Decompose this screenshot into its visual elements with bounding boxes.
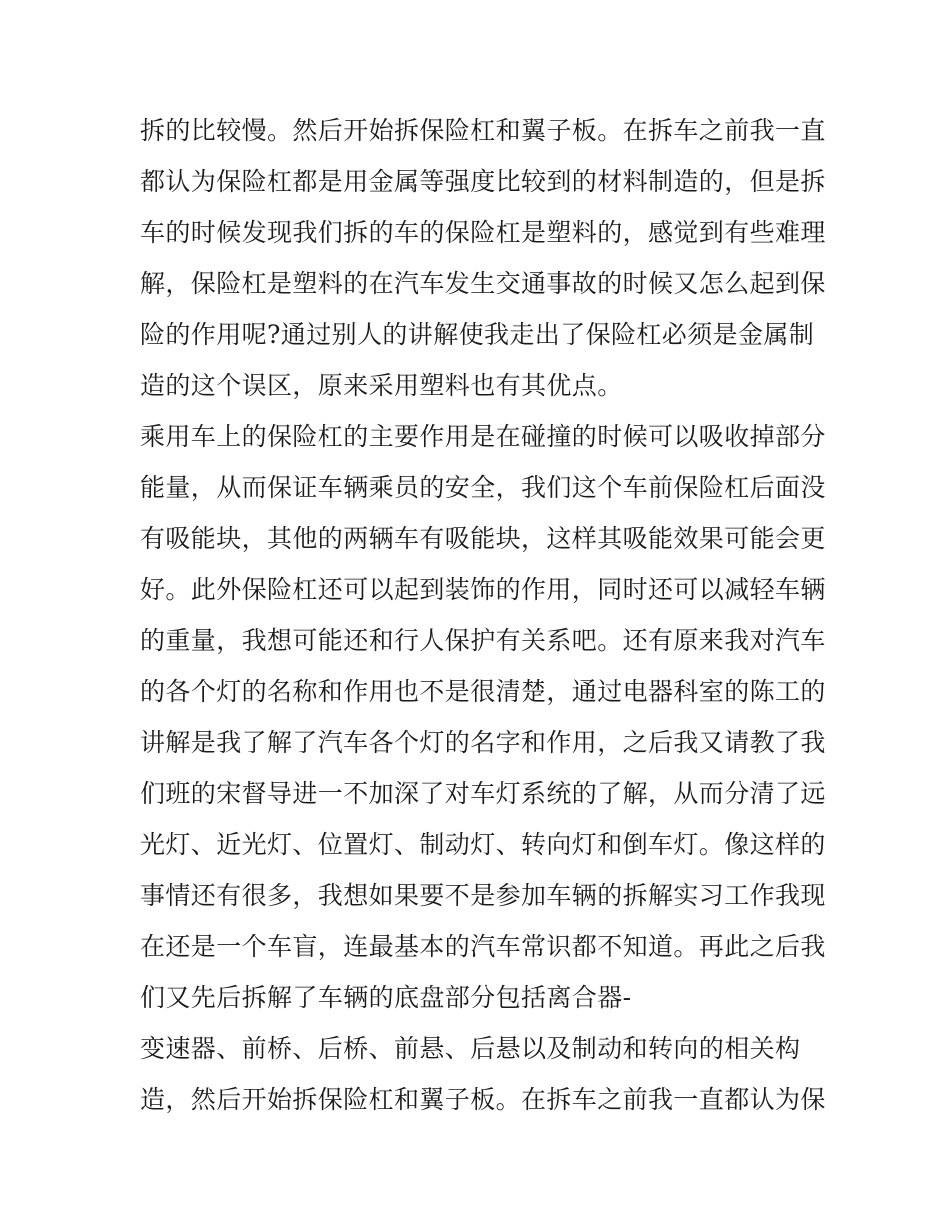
text-line: 有吸能块，其他的两辆车有吸能块，这样其吸能效果可能会更 <box>140 524 826 553</box>
text-line: 讲解是我了解了汽车各个灯的名字和作用，之后我又请教了我 <box>140 728 826 757</box>
text-line: 们又先后拆解了车辆的底盘部分包括离合器- <box>140 983 632 1012</box>
text-line: 车的时候发现我们拆的车的保险杠是塑料的，感觉到有些难理 <box>140 218 826 247</box>
text-line: 事情还有很多，我想如果要不是参加车辆的拆解实习工作我现 <box>140 881 826 910</box>
text-line: 变速器、前桥、后桥、前悬、后悬以及制动和转向的相关构 <box>140 1034 801 1063</box>
text-line: 造，然后开始拆保险杠和翼子板。在拆车之前我一直都认为保 <box>140 1085 826 1114</box>
body-text <box>140 105 826 1125</box>
text-line: 光灯、近光灯、位置灯、制动灯、转向灯和倒车灯。像这样的 <box>140 830 826 859</box>
text-line: 解，保险杠是塑料的在汽车发生交通事故的时候又怎么起到保 <box>140 269 826 298</box>
text-line: 造的这个误区，原来采用塑料也有其优点。 <box>140 371 623 400</box>
text-line: 能量，从而保证车辆乘员的安全，我们这个车前保险杠后面没 <box>140 473 826 502</box>
text-line: 的重量，我想可能还和行人保护有关系吧。还有原来我对汽车 <box>140 626 826 655</box>
text-line: 的各个灯的名称和作用也不是很清楚，通过电器科室的陈工的 <box>140 677 826 706</box>
text-line: 乘用车上的保险杠的主要作用是在碰撞的时候可以吸收掉部分 <box>140 422 826 451</box>
text-line: 都认为保险杠都是用金属等强度比较到的材料制造的，但是拆 <box>140 167 826 196</box>
text-line: 在还是一个车盲，连最基本的汽车常识都不知道。再此之后我 <box>140 932 826 961</box>
text-line: 拆的比较慢。然后开始拆保险杠和翼子板。在拆车之前我一直 <box>140 116 826 145</box>
text-line: 险的作用呢?通过别人的讲解使我走出了保险杠必须是金属制 <box>140 320 815 349</box>
text-line: 们班的宋督导进一不加深了对车灯系统的了解，从而分清了远 <box>140 779 826 808</box>
text-line: 好。此外保险杠还可以起到装饰的作用，同时还可以减轻车辆 <box>140 575 826 604</box>
